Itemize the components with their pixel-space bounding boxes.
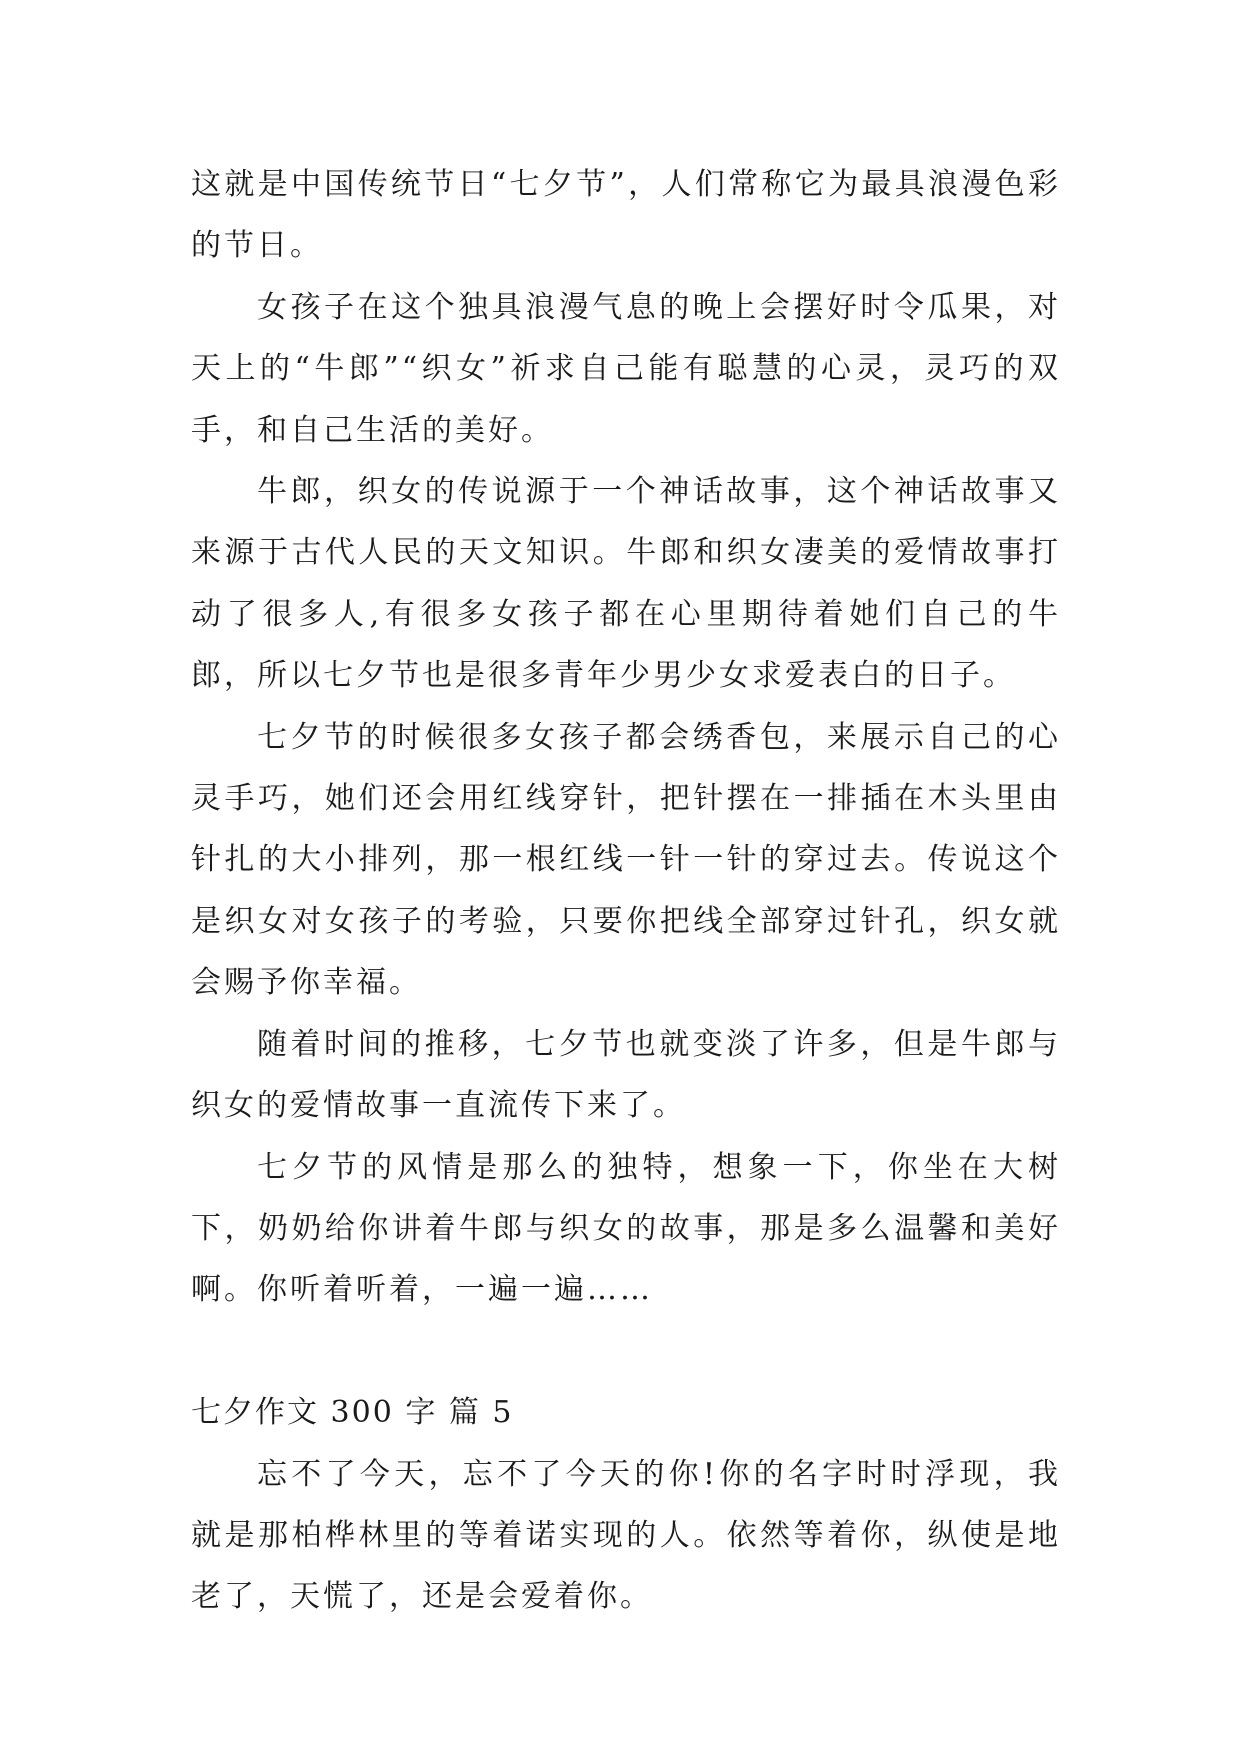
paragraph-qixi-intro-continued: 这就是中国传统节日“七夕节”，人们常称它为最具浪漫色彩的节日。 — [191, 167, 1061, 264]
paragraph-grandmother-story: 七夕节的风情是那么的独特，想象一下，你坐在大树下，奶奶给你讲着牛郎与织女的故事，那是多么温馨和美好啊。你听着听着，一遍一遍…… — [191, 1149, 1061, 1308]
paragraph-girls-wishes: 女孩子在这个独具浪漫气息的晚上会摆好时令瓜果，对天上的“牛郎”“织女”祈求自己能有聪慧的心灵，灵巧的双手，和自己生活的美好。 — [191, 289, 1061, 448]
paragraph-legend-origin: 牛郎，织女的传说源于一个神话故事，这个神话故事又来源于古代人民的天文知识。牛郎和织女凄美的爱情故事打动了很多人,有很多女孩子都在心里期待着她们自己的牛郎，所以七夕节也是很多青年少男少女求爱表白的日子。 — [191, 474, 1061, 694]
paragraph-needle-threading: 七夕节的时候很多女孩子都会绣香包，来展示自己的心灵手巧，她们还会用红线穿针，把针摆在一排插在木头里由针扎的大小排列，那一根红线一针一针的穿过去。传说这个是织女对女孩子的考验，只要你把线全部穿过针孔，织女就会赐予你幸福。 — [191, 719, 1061, 1001]
paragraph-unforgettable-today: 忘不了今天，忘不了今天的你!你的名字时时浮现，我就是那柏桦林里的等着诺实现的人。依然等着你，纵使是地老了，天慌了，还是会爱着你。 — [191, 1456, 1061, 1615]
document-body — [191, 154, 1061, 1628]
section-title: 七夕作文 300 字 篇 5 — [191, 1395, 514, 1431]
paragraph-time-passing: 随着时间的推移，七夕节也就变淡了许多，但是牛郎与织女的爱情故事一直流传下来了。 — [191, 1026, 1061, 1124]
